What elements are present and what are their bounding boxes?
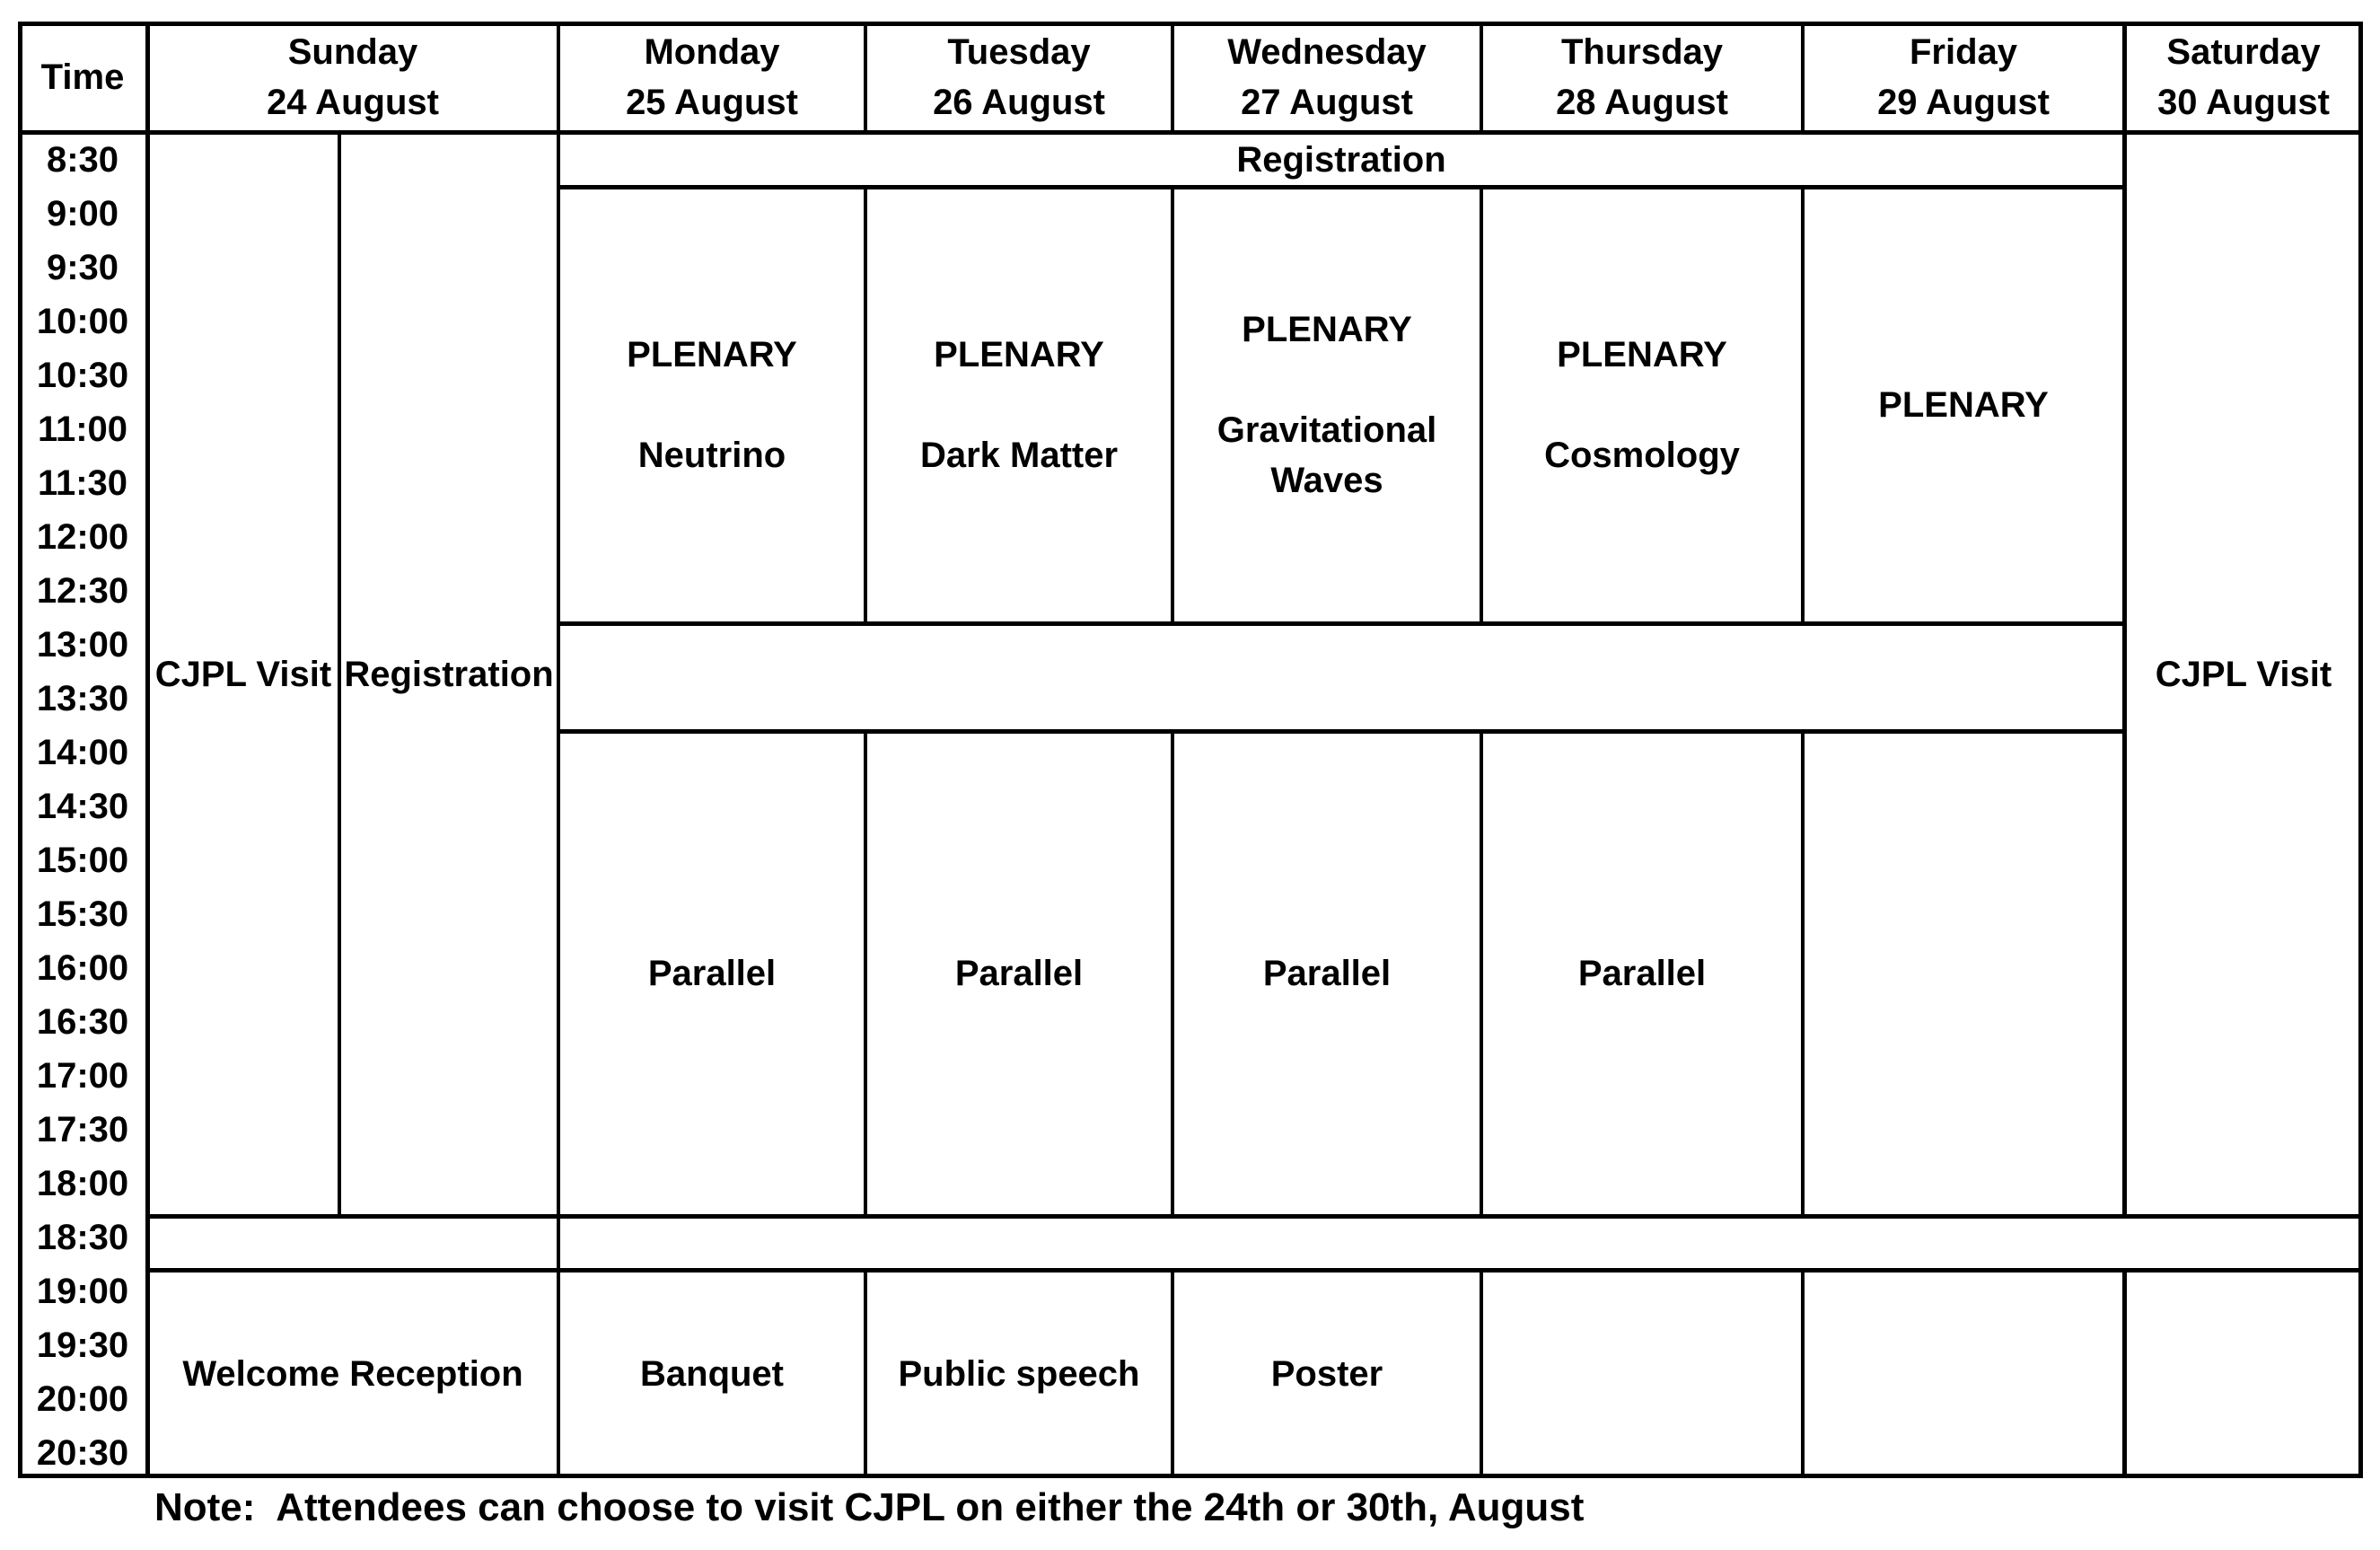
header-thursday (1481, 22, 1803, 133)
header-day-name: Friday (1909, 32, 2018, 72)
header-friday (1803, 22, 2124, 133)
time-slot-label: 19:00 (36, 1271, 129, 1311)
time-slot-label: 17:30 (36, 1109, 129, 1149)
evening-tuesday-public-speech: Public speech (898, 1354, 1140, 1394)
parallel-tuesday: Parallel (954, 954, 1084, 993)
header-day-date: 25 August (626, 83, 798, 122)
plenary-wednesday (1172, 187, 1481, 623)
parallel-thursday: Parallel (1577, 954, 1707, 993)
header-day-date: 28 August (1556, 83, 1728, 122)
plenary-topic: Gravitational Waves (1216, 410, 1437, 500)
plenary-title: PLENARY (1557, 335, 1727, 374)
dinner-top-divider (147, 1214, 2363, 1219)
header-day-date: 26 August (933, 83, 1105, 122)
plenary-bottom-divider (558, 621, 2124, 626)
header-sunday (147, 22, 558, 133)
table-border-top (18, 22, 2363, 26)
header-day-name: Wednesday (1227, 32, 1427, 72)
friday-saturday-divider-evening (2122, 1270, 2127, 1478)
header-time: Time (40, 57, 125, 97)
time-slot-label: 20:00 (36, 1378, 129, 1419)
evening-sunday-welcome-reception: Welcome Reception (182, 1354, 523, 1394)
tuesday-wednesday-divider-lower (1171, 731, 1174, 1216)
time-slot-label: 9:30 (46, 247, 119, 287)
lunch-bottom-divider (558, 729, 2124, 734)
time-slot-label: 8:30 (46, 139, 119, 180)
thursday-friday-divider-plenary (1801, 187, 1805, 623)
plenary-title: PLENARY (1242, 310, 1412, 349)
tuesday-wednesday-divider-plenary (1171, 187, 1174, 623)
header-day-date: 27 August (1241, 83, 1413, 122)
evening-wednesday-poster: Poster (1270, 1354, 1383, 1394)
sunday-cjpl-visit: CJPL Visit (154, 655, 332, 694)
time-slot-label: 10:30 (36, 355, 129, 395)
weekday-registration: Registration (1236, 140, 1446, 180)
header-day-date: 30 August (2157, 83, 2330, 122)
parallel-monday: Parallel (647, 954, 777, 993)
time-slot-label: 15:00 (36, 840, 129, 880)
time-slot-label: 13:30 (36, 678, 129, 718)
plenary-topic: Dark Matter (919, 436, 1119, 475)
evening-thursday (1481, 1270, 1803, 1478)
plenary-title: PLENARY (627, 335, 797, 374)
header-day-name: Thursday (1560, 32, 1724, 72)
plenary-topic: Neutrino (637, 436, 786, 475)
header-day-name: Tuesday (947, 32, 1091, 72)
evening-saturday (2124, 1270, 2363, 1478)
header-wednesday (1172, 22, 1481, 133)
wednesday-thursday-divider-top (1480, 22, 1483, 133)
plenary-monday (558, 187, 865, 623)
registration-bottom-divider (558, 185, 2124, 189)
plenary-title: PLENARY (934, 335, 1104, 374)
time-slot-label: 14:30 (36, 786, 129, 826)
time-slot-label: 9:00 (46, 193, 119, 233)
schedule-table (18, 22, 2363, 1478)
monday-tuesday-divider-plenary (864, 187, 867, 623)
plenary-tuesday (865, 187, 1172, 623)
sunday-split-divider (338, 133, 341, 1216)
friday-saturday-divider-top (2122, 22, 2127, 1216)
tuesday-wednesday-divider-top (1171, 22, 1174, 133)
time-slot-label: 10:00 (36, 301, 129, 341)
time-slot-label: 18:30 (36, 1217, 129, 1257)
header-divider (18, 130, 2363, 135)
saturday-cjpl-visit: CJPL Visit (2155, 655, 2332, 694)
wednesday-thursday-divider-lower (1480, 731, 1483, 1216)
header-saturday (2124, 22, 2363, 133)
time-slot-label: 11:00 (37, 409, 128, 449)
header-tuesday (865, 22, 1172, 133)
thursday-friday-divider-evening (1801, 1270, 1805, 1478)
time-slot-label: 16:30 (36, 1001, 129, 1042)
plenary-thursday (1481, 187, 1803, 623)
header-day-name: Sunday (287, 32, 418, 72)
time-slot-label: 16:00 (36, 947, 129, 988)
footnote: Note: Attendees can choose to visit CJPL on either the 24th or 30th, August (154, 1485, 1585, 1529)
evening-monday-banquet: Banquet (640, 1354, 784, 1394)
time-slot-label: 20:30 (36, 1432, 129, 1473)
monday-tuesday-divider-top (864, 22, 867, 133)
plenary-friday: PLENARY (1878, 385, 2049, 425)
time-slot-label: 12:00 (36, 516, 129, 557)
time-slot-label: 17:00 (36, 1055, 129, 1096)
header-day-date: 29 August (1877, 83, 2050, 122)
time-slot-label: 15:30 (36, 894, 129, 934)
monday-tuesday-divider-lower (864, 731, 867, 1216)
parallel-wednesday: Parallel (1262, 954, 1392, 993)
sunday-monday-divider (557, 22, 560, 1478)
dinner-block (147, 1216, 2363, 1270)
thursday-friday-divider-lower (1801, 731, 1805, 1216)
time-slot-label: 18:00 (36, 1163, 129, 1203)
header-monday (558, 22, 865, 133)
time-slot-label: 13:00 (36, 624, 129, 665)
table-border-left (18, 22, 22, 1478)
time-column-divider (145, 22, 150, 1478)
header-day-date: 24 August (267, 83, 439, 122)
dinner-bottom-divider (147, 1268, 2363, 1273)
wednesday-thursday-divider-evening (1480, 1270, 1483, 1478)
monday-tuesday-divider-evening (864, 1270, 867, 1478)
table-border-right (2358, 22, 2363, 1478)
time-slot-label: 12:30 (36, 570, 129, 611)
time-slot-label: 11:30 (37, 462, 128, 503)
evening-friday (1803, 1270, 2124, 1478)
time-slot-label: 14:00 (36, 732, 129, 772)
tuesday-wednesday-divider-evening (1171, 1270, 1174, 1478)
thursday-friday-divider-top (1801, 22, 1805, 133)
lunch-block (558, 623, 2124, 731)
header-day-name: Saturday (2166, 32, 2321, 72)
parallel-friday (1803, 731, 2124, 1216)
time-slot-label: 19:30 (36, 1325, 129, 1365)
plenary-topic: Cosmology (1544, 436, 1740, 475)
table-border-bottom (18, 1474, 2363, 1478)
wednesday-thursday-divider-plenary (1480, 187, 1483, 623)
sunday-registration: Registration (344, 655, 554, 694)
header-day-name: Monday (644, 32, 780, 72)
